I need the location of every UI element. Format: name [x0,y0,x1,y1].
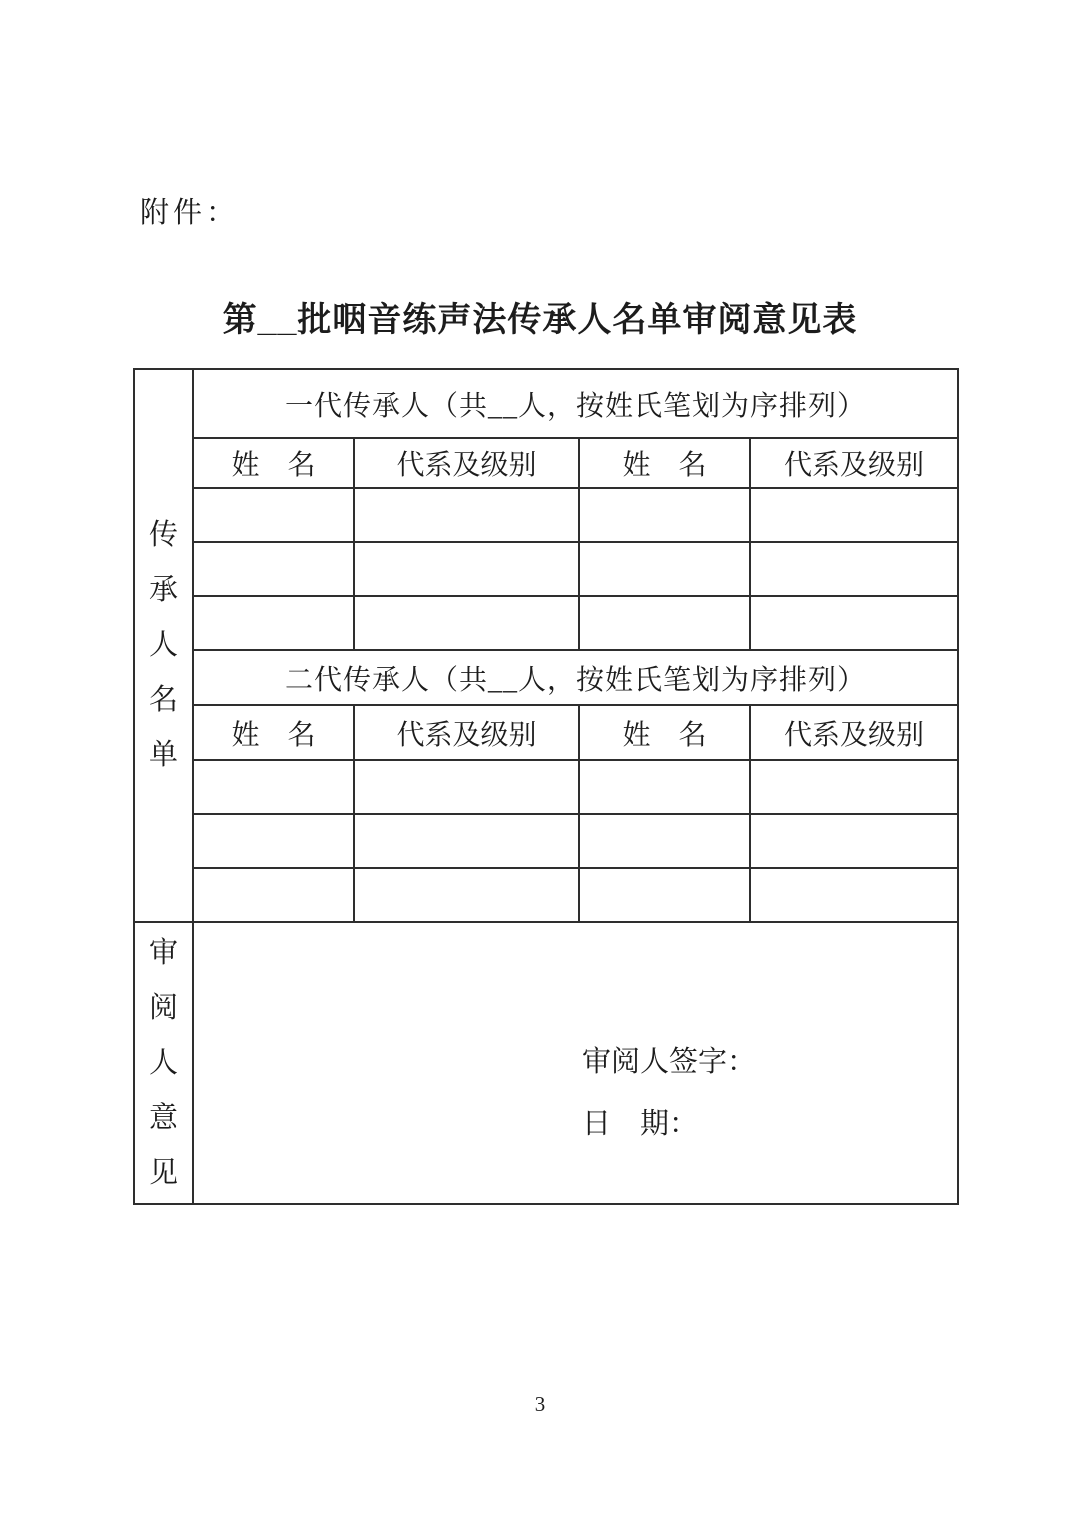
inheritor-list-vertical-label: 传承人名单 [148,519,178,771]
gen1-col-header-name-1: 姓 名 [193,438,354,488]
gen1-section-header: 一代传承人（共__人，按姓氏笔划为序排列） [193,369,958,438]
gen2-data-row [134,868,958,922]
empty-cell [579,542,750,596]
gen2-data-row [134,760,958,814]
empty-cell [750,868,958,922]
empty-cell [354,760,579,814]
empty-cell [579,596,750,650]
review-date-label: 日 期： [582,1108,699,1140]
gen1-col-header-lineage-2: 代系及级别 [750,438,958,488]
empty-cell [193,814,354,868]
empty-cell [354,542,579,596]
review-opinion-cell [193,922,958,1204]
review-opinion-vertical-label: 审阅人意见 [148,936,178,1189]
empty-cell [354,814,579,868]
empty-cell [750,488,958,542]
empty-cell [750,814,958,868]
empty-cell [579,814,750,868]
empty-cell [750,760,958,814]
empty-cell [750,542,958,596]
attachment-label: 附件： [140,197,240,229]
row-group-label-review-opinion [134,922,193,1204]
empty-cell [193,542,354,596]
gen1-data-row [134,542,958,596]
empty-cell [579,760,750,814]
gen2-col-header-name-1: 姓 名 [193,705,354,760]
empty-cell [193,868,354,922]
gen2-section-header: 二代传承人（共__人，按姓氏笔划为序排列） [193,650,958,705]
page-title: 第__批咽音练声法传承人名单审阅意见表 [222,301,858,339]
gen1-data-row [134,488,958,542]
empty-cell [579,868,750,922]
empty-cell [354,868,579,922]
empty-cell [193,760,354,814]
empty-cell [354,488,579,542]
page-number: 3 [534,1392,546,1416]
review-form-table [133,368,959,1205]
empty-cell [193,488,354,542]
empty-cell [354,596,579,650]
empty-cell [750,596,958,650]
empty-cell [193,596,354,650]
gen2-col-header-name-2: 姓 名 [579,705,750,760]
gen2-data-row [134,814,958,868]
row-group-label-inheritor-list [134,369,193,922]
gen1-data-row [134,596,958,650]
reviewer-signature-label: 审阅人签字： [582,1046,757,1078]
empty-cell [579,488,750,542]
gen1-col-header-name-2: 姓 名 [579,438,750,488]
gen2-col-header-lineage-2: 代系及级别 [750,705,958,760]
gen2-col-header-lineage-1: 代系及级别 [354,705,579,760]
gen1-col-header-lineage-1: 代系及级别 [354,438,579,488]
